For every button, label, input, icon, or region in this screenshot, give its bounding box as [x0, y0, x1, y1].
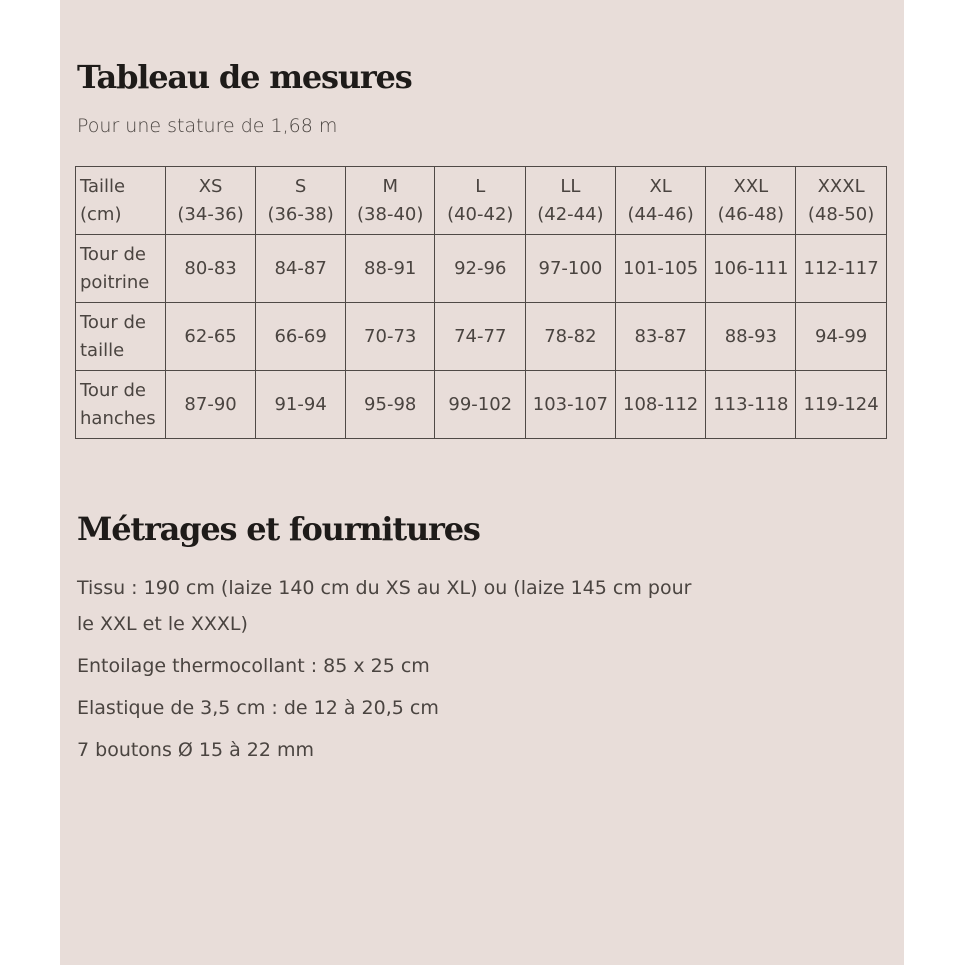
row-label-cell: [76, 371, 166, 439]
size-header-xs: [165, 167, 256, 235]
table-cell: 83-87: [615, 303, 706, 371]
materials-item-buttons: 7 boutons Ø 15 à 22 mm: [77, 739, 315, 761]
size-range: (46-48): [717, 203, 785, 225]
row-label-line-2: hanches: [80, 407, 156, 429]
materials-title: Métrages et fournitures: [77, 510, 480, 548]
table-cell: 106-111: [706, 235, 796, 303]
materials-item-elastic: Elastique de 3,5 cm : de 12 à 20,5 cm: [77, 697, 439, 719]
table-cell: 99-102: [435, 371, 526, 439]
size-name: XL: [649, 175, 672, 197]
table-cell: 92-96: [435, 235, 526, 303]
measurements-subtitle: Pour une stature de 1,68 m: [77, 115, 338, 137]
table-row-taille: [76, 303, 887, 371]
size-range: (34-36): [177, 203, 244, 225]
materials-item-fabric: Tissu : 190 cm (laize 140 cm du XS au XL) ou (laize 145 cm pour le XXL et le XXXL): [77, 577, 692, 635]
table-cell: 66-69: [256, 303, 346, 371]
table-cell: 119-124: [796, 371, 887, 439]
table-cell: 101-105: [615, 235, 706, 303]
row-label-line-2: poitrine: [80, 271, 150, 293]
table-cell: 78-82: [526, 303, 616, 371]
row-label-line-1: Tour de: [80, 243, 146, 265]
row-label-line-1: Tour de: [80, 311, 146, 333]
size-range: (36-38): [267, 203, 334, 225]
row-label-line-1: Tour de: [80, 379, 146, 401]
table-cell: 112-117: [796, 235, 887, 303]
row-label-cell: [76, 303, 166, 371]
table-cell: 84-87: [256, 235, 346, 303]
size-header-xxxl: [796, 167, 887, 235]
table-cell: 62-65: [165, 303, 256, 371]
table-cell: 113-118: [706, 371, 796, 439]
header-label-line-1: Taille: [80, 175, 126, 197]
page-background: [60, 0, 904, 965]
size-range: (38-40): [357, 203, 424, 225]
table-cell: 88-93: [706, 303, 796, 371]
header-label-cell: [76, 167, 166, 235]
table-row-hanches: [76, 371, 887, 439]
header-label-line-2: (cm): [80, 203, 122, 225]
table-header-row: [76, 167, 887, 235]
size-name: L: [475, 175, 486, 197]
table-cell: 97-100: [526, 235, 616, 303]
size-range: (40-42): [447, 203, 514, 225]
size-name: XS: [198, 175, 223, 197]
size-header-ll: [526, 167, 616, 235]
table-cell: 70-73: [345, 303, 435, 371]
size-name: S: [294, 175, 307, 197]
size-range: (42-44): [537, 203, 604, 225]
materials-list: [77, 570, 697, 774]
table-cell: 74-77: [435, 303, 526, 371]
table-cell: 95-98: [345, 371, 435, 439]
size-header-xl: [615, 167, 706, 235]
row-label-cell: [76, 235, 166, 303]
table-cell: 88-91: [345, 235, 435, 303]
size-range: (44-46): [627, 203, 694, 225]
table-cell: 80-83: [165, 235, 256, 303]
size-range: (48-50): [807, 203, 875, 225]
materials-item-interfacing: Entoilage thermocollant : 85 x 25 cm: [77, 655, 430, 677]
size-name: M: [382, 175, 398, 197]
table-cell: 87-90: [165, 371, 256, 439]
measurements-title: Tableau de mesures: [77, 58, 412, 96]
table-cell: 103-107: [526, 371, 616, 439]
size-table: [75, 166, 887, 439]
size-header-s: [256, 167, 346, 235]
size-name: LL: [560, 175, 581, 197]
size-header-l: [435, 167, 526, 235]
size-name: XXXL: [817, 175, 865, 197]
table-row-poitrine: [76, 235, 887, 303]
size-name: XXL: [733, 175, 769, 197]
table-cell: 94-99: [796, 303, 887, 371]
table-cell: 91-94: [256, 371, 346, 439]
size-header-m: [345, 167, 435, 235]
row-label-line-2: taille: [80, 339, 125, 361]
size-header-xxl: [706, 167, 796, 235]
table-cell: 108-112: [615, 371, 706, 439]
